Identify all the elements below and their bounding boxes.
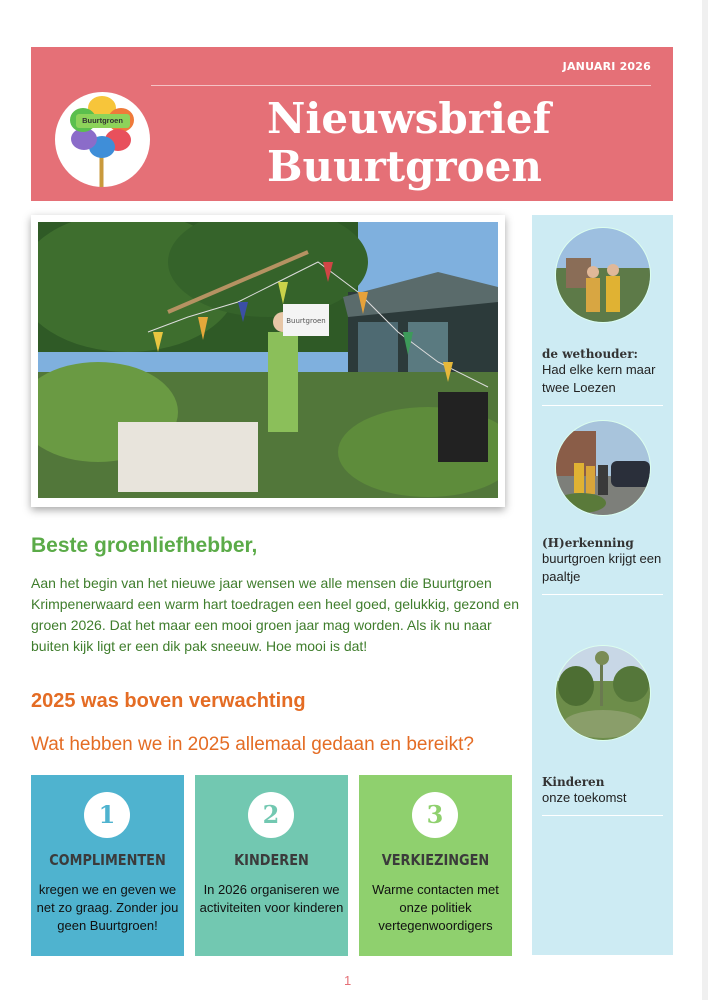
- market-stall-photo: [31, 215, 505, 507]
- card-text: In 2026 organiseren we activiteiten voor kinderen: [199, 882, 344, 915]
- page-number: 1: [344, 973, 352, 988]
- kinderen-photo: [555, 645, 651, 741]
- card-number-badge: 1: [84, 792, 130, 838]
- card-number-badge: 3: [412, 792, 458, 838]
- title-line-1: Nieuwsbrief: [267, 94, 551, 143]
- issue-date: JANUARI 2026: [562, 60, 651, 73]
- logo-label: Buurtgroen: [82, 116, 123, 125]
- sidebar-item-kinderen: [542, 645, 663, 816]
- greeting-heading: Beste groenliefhebber,: [31, 534, 258, 557]
- sidebar-heading-3: Kinderen: [542, 775, 605, 789]
- section-heading: 2025 was boven verwachting: [31, 690, 306, 712]
- card-verkiezingen: [359, 775, 512, 956]
- wethouder-photo: [555, 227, 651, 323]
- card-number-badge: 2: [248, 792, 294, 838]
- photo-sign-text: Buurtgroen: [286, 317, 326, 325]
- sidebar-divider: [542, 405, 663, 406]
- card-text: kregen we en geven we net zo graag. Zonder jou geen Buurtgroen!: [36, 882, 179, 933]
- sidebar-text-1: Had elke kern maar twee Loezen: [542, 362, 656, 395]
- title-line-2: Buurtgroen: [267, 142, 542, 191]
- section-subheading: Wat hebben we in 2025 allemaal gedaan en bereikt?: [31, 734, 474, 755]
- sidebar-item-erkenning: [542, 420, 663, 595]
- sidebar-heading-1: de wethouder:: [542, 347, 638, 361]
- photo-illustration: [38, 222, 498, 498]
- sidebar-item-wethouder: [542, 227, 663, 406]
- card-title: VERKIEZINGEN: [381, 851, 490, 869]
- sidebar-heading-2: (H)erkenning: [542, 536, 634, 550]
- page-edge: [702, 0, 708, 1000]
- card-kinderen: [195, 775, 348, 956]
- sidebar: [532, 215, 673, 955]
- sidebar-divider: [542, 815, 663, 816]
- header-banner: [31, 47, 673, 201]
- header-rule: [151, 85, 651, 86]
- erkenning-photo: [555, 420, 651, 516]
- card-complimenten: [31, 775, 184, 956]
- sidebar-text-3: onze toekomst: [542, 790, 627, 805]
- sidebar-text-2: buurtgroen krijgt een paaltje: [542, 551, 662, 584]
- card-title: COMPLIMENTEN: [49, 851, 166, 869]
- card-title: KINDEREN: [234, 851, 309, 869]
- buurtgroen-logo: [55, 92, 150, 187]
- newsletter-title: [267, 95, 551, 191]
- card-text: Warme contacten met onze politiek vertegenwoordigers: [372, 882, 499, 933]
- intro-paragraph: Aan het begin van het nieuwe jaar wensen we alle mensen die Buurtgroen Krimpenerwaard een warm hart toedragen een heel goed, gelukkig, gezond en groen 2026. Dat het maar een mooi groen jaar mag worden. Als ik nu naar buiten kijk ligt er een dik pak sneeuw. Hoe mooi is dat!: [31, 575, 519, 654]
- flower-icon: [55, 92, 150, 187]
- sidebar-divider: [542, 594, 663, 595]
